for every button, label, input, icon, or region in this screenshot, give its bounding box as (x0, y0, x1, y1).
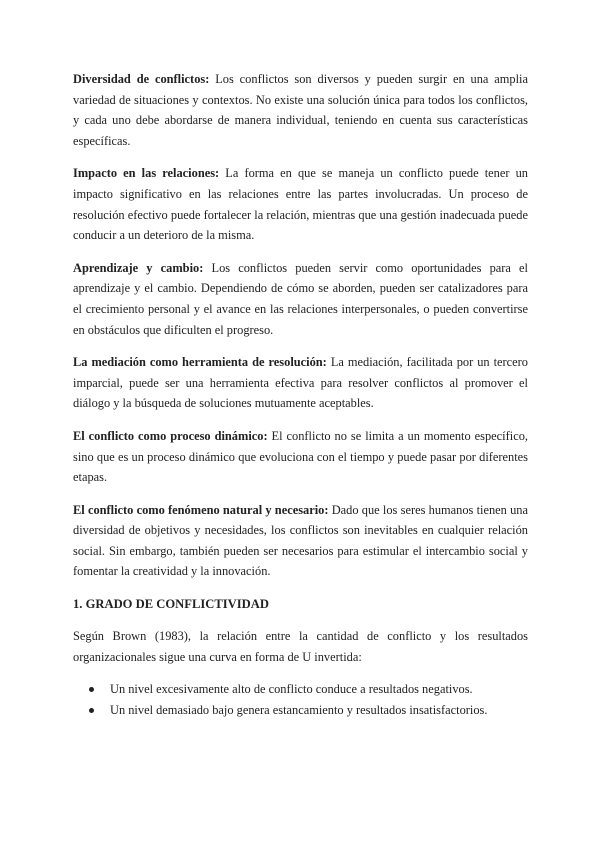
paragraph-term: La mediación como herramienta de resolución: (73, 355, 327, 370)
bullet-icon (89, 708, 94, 713)
list-item (85, 700, 528, 721)
paragraph-term: Impacto en las relaciones: (73, 166, 220, 181)
paragraph-diversidad (73, 69, 528, 151)
paragraph-text: El conflicto no se limita a un momento específico, sino que es un proceso dinámico que evoluciona con el tiempo y puede pasar por diferentes etapas. (73, 428, 528, 485)
paragraph-text: La mediación, facilitada por un tercero imparcial, puede ser una herramienta efectiva para resolver conflictos al promover el diálogo y la búsqueda de soluciones mutuamente aceptables. (73, 355, 528, 411)
paragraph-proceso-dinamico (73, 426, 528, 488)
paragraph-impacto (73, 163, 528, 245)
paragraph-text: Los conflictos pueden servir como oportunidades para el aprendizaje y el cambio. Dependiendo de cómo se aborden, pueden ser catalizadores para el crecimiento personal y el avance en las relaciones interpersonales, o pueden convertirse en obstáculos que dificulten el progreso. (73, 260, 528, 337)
paragraph-aprendizaje (73, 258, 528, 340)
paragraph-text: La forma en que se maneja un conflicto puede tener un impacto significativo en las relaciones entre las partes involucradas. Un proceso de resolución efectivo puede fortalecer la relación, mientras que una gestión inadecuada puede conducir a un deterioro de la misma. (73, 166, 528, 243)
paragraph-term: El conflicto como fenómeno natural y necesario: (73, 502, 329, 517)
paragraph-mediacion (73, 352, 528, 414)
list-item (85, 679, 528, 700)
list-item-text: Un nivel excesivamente alto de conflicto conduce a resultados negativos. (110, 682, 473, 697)
paragraph-term: Aprendizaje y cambio: (73, 260, 204, 275)
paragraph-term: El conflicto como proceso dinámico: (73, 428, 268, 443)
paragraph-text: Los conflictos son diversos y pueden surgir en una amplia variedad de situaciones y contextos. No existe una solución única para todos los conflictos, y cada uno debe abordarse de manera individual, teniendo en cuenta sus características específicas. (73, 72, 528, 148)
section-heading: 1. GRADO DE CONFLICTIVIDAD (73, 597, 269, 612)
list-item-text: Un nivel demasiado bajo genera estancamiento y resultados insatisfactorios. (110, 702, 488, 717)
paragraph-text: Dado que los seres humanos tienen una diversidad de objetivos y necesidades, los conflictos son inevitables en cualquier relación social. Sin embargo, también pueden ser necesarios para estimular el intercambio social y fomentar la creatividad y la innovación. (73, 502, 528, 579)
paragraph-term: Diversidad de conflictos: (73, 72, 210, 86)
paragraph-fenomeno-natural (73, 500, 528, 582)
section-intro: Según Brown (1983), la relación entre la cantidad de conflicto y los resultados organizacionales sigue una curva en forma de U invertida: (73, 629, 528, 664)
bullet-icon (89, 687, 94, 692)
bullet-list (73, 679, 528, 720)
